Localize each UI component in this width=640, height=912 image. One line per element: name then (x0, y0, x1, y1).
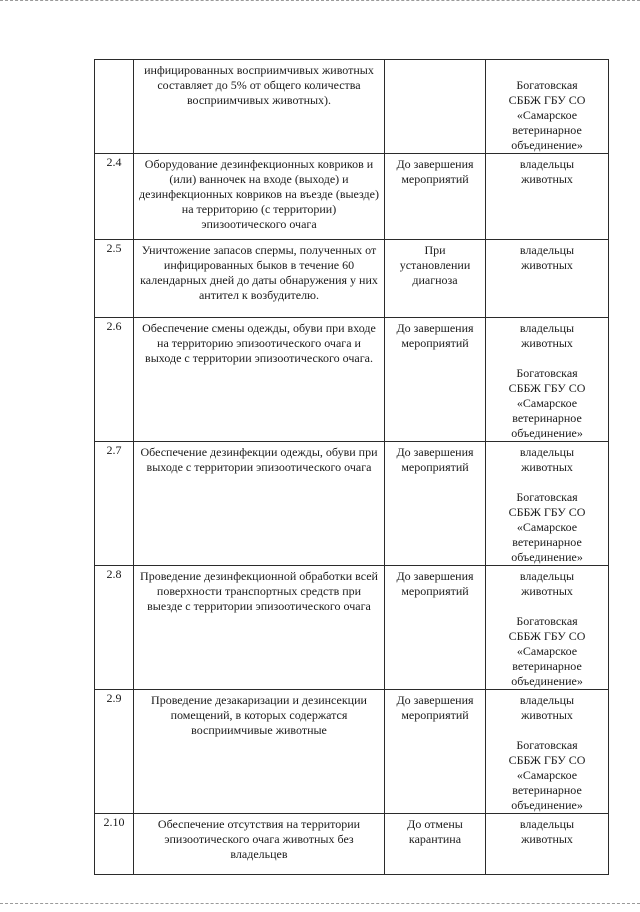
responsible-cell (486, 154, 609, 240)
row-number-cell: 2.10 (95, 814, 134, 875)
measures-table (94, 59, 609, 875)
row-number-cell: 2.4 (95, 154, 134, 240)
term-text (385, 60, 485, 63)
term-cell (385, 60, 486, 154)
responsible-line: «Самарское (516, 396, 578, 410)
responsible-line: владельцы (519, 445, 575, 459)
responsible-line: ветеринарное (512, 535, 582, 549)
responsible-line: животных (521, 584, 573, 598)
responsible-line: владельцы (519, 157, 575, 171)
action-text: Проведение дезинфекционной обработки всей поверхности транспортных средств при выезде с территории эпизоотического очага (140, 569, 378, 613)
table-row (95, 240, 609, 318)
action-text: Уничтожение запасов спермы, полученных от инфицированных быков в течение 60 календарных дней до даты обнаружения у них антител к возбудителю. (140, 243, 378, 302)
responsible-cell (486, 442, 609, 566)
responsible-line: владельцы (519, 569, 575, 583)
action-cell (134, 240, 385, 318)
responsible-line: СББЖ ГБУ СО (508, 629, 586, 643)
term-text: При установлении диагноза (399, 243, 471, 287)
action-cell (134, 60, 385, 154)
responsible-line: объединение» (511, 550, 583, 564)
action-cell (134, 814, 385, 875)
responsible-line: животных (521, 172, 573, 186)
table-row (95, 154, 609, 240)
responsible-line: СББЖ ГБУ СО (508, 381, 586, 395)
responsible-line: «Самарское (516, 644, 578, 658)
action-text: Обеспечение смены одежды, обуви при входе на территорию эпизоотического очага и выходе с территории эпизоотического очага. (142, 321, 376, 365)
row-number-cell: 2.9 (95, 690, 134, 814)
term-cell (385, 240, 486, 318)
responsible-line (490, 351, 604, 366)
responsible-line: «Самарское (516, 768, 578, 782)
responsible-line (490, 599, 604, 614)
responsible-line (490, 63, 604, 78)
term-cell (385, 318, 486, 442)
responsible-line: животных (521, 832, 573, 846)
responsible-line: объединение» (511, 798, 583, 812)
responsible-line: ветеринарное (512, 659, 582, 673)
responsible-cell (486, 690, 609, 814)
action-cell (134, 442, 385, 566)
responsible-line: Богатовская (516, 738, 578, 752)
term-text: До завершения мероприятий (396, 321, 474, 350)
action-cell (134, 566, 385, 690)
responsible-cell (486, 814, 609, 875)
term-text: До завершения мероприятий (396, 569, 474, 598)
table-row (95, 814, 609, 875)
responsible-line: Богатовская (516, 490, 578, 504)
responsible-line: животных (521, 708, 573, 722)
responsible-line: владельцы (519, 243, 575, 257)
responsible-line: ветеринарное (512, 123, 582, 137)
responsible-line (490, 723, 604, 738)
responsible-line: ветеринарное (512, 783, 582, 797)
action-cell (134, 690, 385, 814)
table-row (95, 442, 609, 566)
action-cell (134, 318, 385, 442)
responsible-line: владельцы (519, 693, 575, 707)
responsible-line: владельцы (519, 321, 575, 335)
action-text: Обеспечение дезинфекции одежды, обуви при выходе с территории эпизоотического очага (140, 445, 378, 474)
responsible-line: «Самарское (516, 108, 578, 122)
scan-bottom-edge (0, 903, 640, 906)
action-text: Оборудование дезинфекционных ковриков и (или) ванночек на входе (выходе) и дезинфекционных ковриков на въезде (выезде) на территорию (с территории) эпизоотического очага (139, 157, 379, 231)
term-text: До завершения мероприятий (396, 445, 474, 474)
responsible-line: Богатовская (516, 78, 578, 92)
responsible-line: животных (521, 258, 573, 272)
responsible-line: объединение» (511, 426, 583, 440)
scan-top-edge (0, 0, 640, 4)
row-number-cell: 2.6 (95, 318, 134, 442)
responsible-line: СББЖ ГБУ СО (508, 93, 586, 107)
responsible-line: ветеринарное (512, 411, 582, 425)
table-row (95, 60, 609, 154)
responsible-cell (486, 240, 609, 318)
row-number-cell: 2.8 (95, 566, 134, 690)
row-number-cell: 2.7 (95, 442, 134, 566)
responsible-cell (486, 60, 609, 154)
responsible-line: объединение» (511, 138, 583, 152)
responsible-line: владельцы (519, 817, 575, 831)
term-text: До отмены карантина (407, 817, 463, 846)
term-cell (385, 566, 486, 690)
term-text: До завершения мероприятий (396, 157, 474, 186)
responsible-line: Богатовская (516, 366, 578, 380)
term-cell (385, 154, 486, 240)
responsible-line: объединение» (511, 674, 583, 688)
term-cell (385, 690, 486, 814)
action-text: Проведение дезакаризации и дезинсекции помещений, в которых содержатся восприимчивые животные (151, 693, 367, 737)
table-row (95, 690, 609, 814)
responsible-line: СББЖ ГБУ СО (508, 753, 586, 767)
responsible-line (490, 475, 604, 490)
responsible-line: «Самарское (516, 520, 578, 534)
action-text: Обеспечение отсутствия на территории эпизоотического очага животных без владельцев (157, 817, 361, 861)
action-text: инфицированных восприимчивых животных составляет до 5% от общего количества восприимчивых животных). (144, 63, 374, 107)
responsible-cell (486, 566, 609, 690)
row-number-cell (95, 60, 134, 154)
term-cell (385, 814, 486, 875)
action-cell (134, 154, 385, 240)
responsible-line: животных (521, 460, 573, 474)
term-cell (385, 442, 486, 566)
term-text: До завершения мероприятий (396, 693, 474, 722)
table-row (95, 318, 609, 442)
responsible-line: СББЖ ГБУ СО (508, 505, 586, 519)
row-number-cell: 2.5 (95, 240, 134, 318)
responsible-line: животных (521, 336, 573, 350)
responsible-cell (486, 318, 609, 442)
table-row (95, 566, 609, 690)
responsible-line: Богатовская (516, 614, 578, 628)
